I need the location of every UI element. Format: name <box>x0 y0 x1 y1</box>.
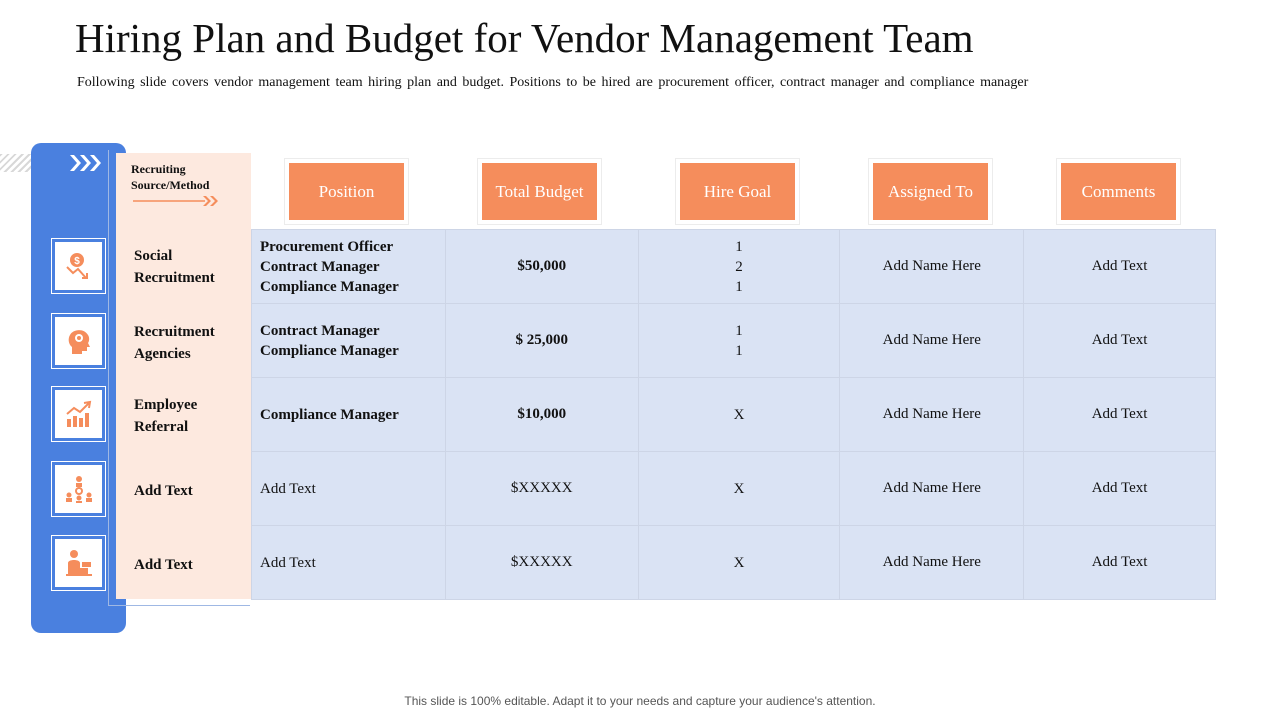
source-item: Add Text <box>134 483 193 499</box>
position-cell: Add Text <box>252 452 446 526</box>
source-item: Add Text <box>134 557 193 573</box>
hire-goal-cell: X <box>638 378 840 452</box>
budget-cell: $10,000 <box>445 378 638 452</box>
growth-chart-icon <box>53 388 104 440</box>
hire-goal-cell: 1 2 1 <box>638 230 840 304</box>
column-header-total-budget: Total Budget <box>482 163 597 220</box>
budget-cell: $ 25,000 <box>445 304 638 378</box>
table-row <box>252 378 1216 452</box>
comments-cell: Add Text <box>1024 304 1216 378</box>
table-row <box>252 230 1216 304</box>
table-row <box>252 452 1216 526</box>
page-title: Hiring Plan and Budget for Vendor Management Team <box>75 15 974 61</box>
footer-note: This slide is 100% editable. Adapt it to your needs and capture your audience's attention. <box>404 694 876 708</box>
assigned-to-cell: Add Name Here <box>840 526 1024 600</box>
source-column <box>116 153 251 599</box>
chevrons-icon <box>68 153 102 173</box>
hire-goal-cell: X <box>638 526 840 600</box>
divider <box>108 605 250 606</box>
assigned-to-cell: Add Name Here <box>840 452 1024 526</box>
divider <box>108 150 109 606</box>
source-item: Recruitment Agencies <box>134 324 215 362</box>
dollar-chart-down-icon <box>53 240 104 292</box>
assigned-to-cell: Add Name Here <box>840 378 1024 452</box>
hiring-table <box>251 229 1216 600</box>
person-desk-icon <box>53 537 104 589</box>
page-subtitle: Following slide covers vendor management team hiring plan and budget. Positions to be hired are procurement officer, contract manager and compliance manager <box>77 75 1029 90</box>
position-cell: Procurement Officer Contract Manager Compliance Manager <box>252 230 446 304</box>
table-row <box>252 526 1216 600</box>
comments-cell: Add Text <box>1024 378 1216 452</box>
column-header-hire-goal: Hire Goal <box>680 163 795 220</box>
source-item: Employee Referral <box>134 397 198 435</box>
head-profile-icon <box>53 315 104 367</box>
source-column-header: Recruiting Source/Method <box>131 162 210 192</box>
position-cell: Add Text <box>252 526 446 600</box>
budget-cell: $50,000 <box>445 230 638 304</box>
hire-goal-cell: 1 1 <box>638 304 840 378</box>
comments-cell: Add Text <box>1024 526 1216 600</box>
position-cell: Compliance Manager <box>252 378 446 452</box>
hire-goal-cell: X <box>638 452 840 526</box>
arrow-right-icon <box>133 194 221 208</box>
source-item: Social Recruitment <box>134 248 215 286</box>
comments-cell: Add Text <box>1024 230 1216 304</box>
column-header-comments: Comments <box>1061 163 1176 220</box>
budget-cell: $XXXXX <box>445 526 638 600</box>
column-header-position: Position <box>289 163 404 220</box>
table-row <box>252 304 1216 378</box>
comments-cell: Add Text <box>1024 452 1216 526</box>
position-cell: Contract Manager Compliance Manager <box>252 304 446 378</box>
assigned-to-cell: Add Name Here <box>840 304 1024 378</box>
assigned-to-cell: Add Name Here <box>840 230 1024 304</box>
svg-text:$: $ <box>73 256 80 267</box>
budget-cell: $XXXXX <box>445 452 638 526</box>
column-header-assigned-to: Assigned To <box>873 163 988 220</box>
team-gear-icon <box>53 463 104 515</box>
